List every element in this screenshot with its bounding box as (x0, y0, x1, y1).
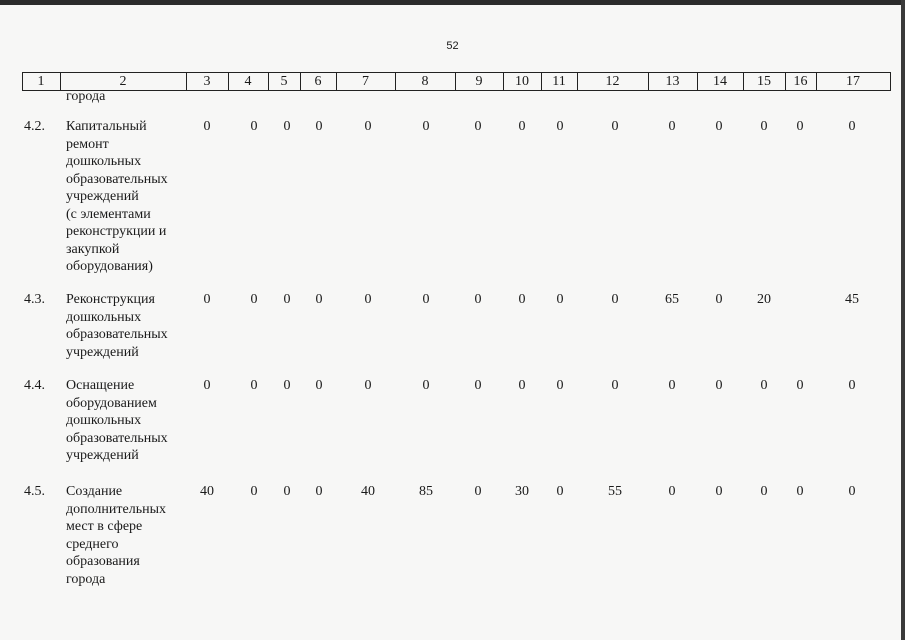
table-cell: 0 (668, 119, 676, 134)
scan-edge-right (901, 0, 905, 640)
row-name (66, 483, 186, 588)
page-number: 52 (446, 40, 459, 52)
header-cell: 10 (515, 74, 529, 89)
row-number: 4.2. (24, 119, 45, 134)
header-cell: 12 (605, 74, 620, 89)
table-cell: 0 (283, 484, 291, 499)
header-divider (890, 72, 891, 91)
table-cell: 0 (250, 292, 258, 307)
header-cell: 16 (793, 74, 808, 89)
table-cell: 0 (668, 378, 676, 393)
table-cell: 0 (556, 119, 564, 134)
table-cell: 0 (250, 378, 258, 393)
row-number: 4.4. (24, 378, 45, 393)
row-name-line: закупкой (66, 241, 120, 257)
table-cell: 0 (364, 119, 372, 134)
header-cell: 1 (37, 74, 45, 89)
table-cell: 0 (283, 292, 291, 307)
table-cell: 0 (611, 378, 619, 393)
header-cell: 7 (362, 74, 369, 89)
table-cell: 0 (715, 378, 723, 393)
table-cell: 30 (515, 484, 529, 499)
row-name-line: среднего (66, 536, 119, 552)
header-cell: 17 (846, 74, 860, 89)
table-cell: 0 (422, 378, 430, 393)
table-cell: 0 (796, 378, 804, 393)
table-cell: 0 (203, 292, 211, 307)
table-cell: 0 (715, 484, 723, 499)
table-cell: 0 (364, 292, 372, 307)
header-cell: 8 (421, 74, 429, 89)
table-cell: 0 (203, 378, 211, 393)
row-name-line: дошкольных (66, 309, 142, 325)
header-cell: 5 (280, 74, 288, 89)
table-cell: 85 (419, 484, 433, 499)
table-cell: 0 (518, 119, 526, 134)
table-cell: 0 (760, 378, 768, 393)
row-name-line: ремонт (66, 136, 109, 152)
row-name-line: образовательных (66, 171, 168, 187)
table-cell: 0 (518, 292, 526, 307)
row-name-line: Капитальный (66, 119, 147, 134)
row-name-line: реконструкции и (66, 224, 167, 239)
row-name-line: города (66, 571, 106, 587)
table-cell: 0 (796, 484, 804, 499)
row-name-line: Создание (66, 484, 123, 499)
row-name-line: дошкольных (66, 413, 142, 428)
row-name-line: мест в сфере (66, 519, 143, 534)
row-number: 4.3. (24, 292, 45, 307)
row-name-line: образовательных (66, 327, 168, 342)
row-name-line: Оснащение (66, 378, 135, 393)
header-bottom-rule (22, 90, 890, 91)
row-name-line: учреждений (66, 189, 139, 204)
row-name-line: образования (66, 554, 140, 569)
table-cell: 0 (422, 119, 430, 134)
header-cell: 2 (119, 74, 127, 89)
header-cell: 13 (665, 74, 680, 89)
table-cell: 0 (556, 378, 564, 393)
row-name (66, 118, 186, 276)
header-cell: 9 (475, 74, 483, 89)
table-cell: 0 (474, 119, 482, 134)
row-name-line: дополнительных (66, 501, 167, 517)
table-cell: 40 (361, 484, 375, 499)
table-cell: 0 (422, 292, 430, 307)
table-cell: 0 (283, 119, 291, 134)
table-cell: 0 (848, 119, 856, 134)
table-cell: 0 (315, 292, 323, 307)
row-name-line: оборудования) (66, 259, 153, 274)
table-cell: 0 (848, 378, 856, 393)
header-cell: 15 (757, 74, 771, 89)
header-cell: 3 (203, 74, 211, 89)
row-name-line: (с элементами (66, 206, 151, 222)
row-name (66, 291, 186, 361)
table-cell: 45 (845, 292, 859, 307)
table-cell: 55 (608, 484, 622, 499)
row-name-line: оборудованием (66, 395, 157, 411)
table-cell: 0 (315, 119, 323, 134)
table-cell: 0 (848, 484, 856, 499)
row-number: 4.5. (24, 484, 45, 499)
row-name (66, 377, 186, 465)
table-cell: 0 (611, 119, 619, 134)
table-cell: 0 (760, 119, 768, 134)
table-cell: 0 (283, 378, 291, 393)
header-cell: 6 (314, 74, 322, 89)
table-cell: 20 (757, 292, 771, 307)
row-name-line: образовательных (66, 430, 168, 446)
row-name-line: Реконструкция (66, 292, 155, 307)
table-cell: 0 (715, 119, 723, 134)
continuation-text: города (66, 89, 106, 104)
row-name-line: учреждений (66, 344, 139, 360)
table-cell: 0 (315, 484, 323, 499)
table-cell: 0 (760, 484, 768, 499)
table-cell: 0 (315, 378, 323, 393)
table-cell: 0 (474, 292, 482, 307)
table-cell: 0 (556, 292, 564, 307)
table-cell: 40 (200, 484, 214, 499)
table-cell: 0 (611, 292, 619, 307)
table-cell: 65 (665, 292, 679, 307)
table-cell: 0 (796, 119, 804, 134)
row-name-line: учреждений (66, 448, 139, 463)
scan-edge-top (0, 0, 905, 5)
table-cell: 0 (668, 484, 676, 499)
row-name-line: дошкольных (66, 154, 142, 169)
table-cell: 0 (518, 378, 526, 393)
table-cell: 0 (556, 484, 564, 499)
table-cell: 0 (474, 378, 482, 393)
table-cell: 0 (715, 292, 723, 307)
header-cell: 4 (244, 74, 252, 89)
table-cell: 0 (250, 119, 258, 134)
table-cell: 0 (474, 484, 482, 499)
table-cell: 0 (203, 119, 211, 134)
table-cell: 0 (250, 484, 258, 499)
header-cell: 14 (713, 74, 727, 89)
header-cell: 11 (552, 74, 566, 89)
table-cell: 0 (364, 378, 372, 393)
